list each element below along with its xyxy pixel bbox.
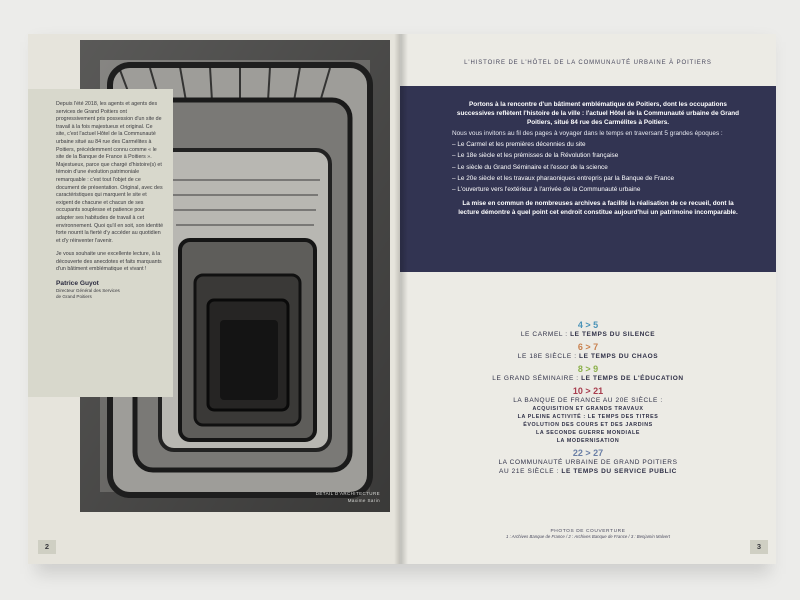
toc-title: LA COMMUNAUTÉ URBAINE DE GRAND POITIERS [498,459,678,466]
epoch-item: – Le 20e siècle et les travaux pharaoniques entrepris par la Banque de France [452,174,675,182]
toc-title-prefix: LE 18E SIÈCLE : [517,353,580,360]
photo-caption-credit: Maxime Sarin [347,498,380,503]
credits-title: PHOTOS DE COUVERTURE [550,529,626,534]
signature-name: Patrice Guyot [56,280,99,288]
toc-title-prefix: LE CARMEL : [520,331,571,338]
cover-credits [400,529,776,539]
epoch-item: – Le 18e siècle et les prémisses de la Révolution française [452,152,619,160]
intro-lead: Portons à la rencontre d'un bâtiment emblématique de Poitiers, dont les occupations successives reflètent l'histoire de la ville : l'actuel Hôtel de la Communauté urbaine de Grand Poitiers, situé 84 rue des Carmélites à Poitiers. [456,101,740,127]
intro-banner [400,86,776,272]
toc-page-range: 10 > 21 [572,386,604,396]
epoch-item: – L'ouverture vers l'extérieur à l'arrivée de la Communauté urbaine [452,185,641,193]
toc-subtitle: ÉVOLUTION DES COURS ET DES JARDINS [523,422,653,428]
toc-title [400,352,776,361]
toc-title-main: LE TEMPS DU CHAOS [579,353,659,360]
intro-paragraph: Depuis l'été 2018, les agents et agents des services de Grand Poitiers ont progressivement pris possession d'un site de travail à la fois majestueux et original. Ce site, c'est l'actuel Hôtel de la Communauté urbaine situé au 84 rue des Carmélites à Poitiers, précédemment connu comme « le site de la Banque de France à Poitiers ». Majestueux, parce que chargé d'histoire(s) et témoin d'une évolution patrimoniale remarquable : c'est tout l'objet de ce document de présentation. Original, avec des caractéristiques qui marquent le site et exigent de chacune et chacun de ses occupants souplesse et patience pour adapter ses habitudes de travail à cet environnement. Quoi qu'il en soit, son identité forte nourrit la fierté d'y accéder au quotidien et d'y réinventer l'avenir. [56,101,164,244]
intro-paragraph: Je vous souhaite une excellente lecture, à la découverte des anecdotes et faits marquants d'un bâtiment emblématique et vivant ! [56,251,162,273]
epoch-item: – Le siècle du Grand Séminaire et l'essor de la science [452,163,608,171]
toc-entry[interactable] [400,386,776,445]
toc-subtitle: LA PLEINE ACTIVITÉ : LE TEMPS DES TITRES [517,414,659,420]
toc-title-main: LE TEMPS DU SILENCE [570,331,656,338]
toc-page-range: 6 > 7 [577,342,599,352]
toc-subtitle: ACQUISITION ET GRANDS TRAVAUX [532,406,644,412]
toc-entry[interactable] [400,448,776,476]
toc-title [400,330,776,339]
toc-title [400,467,776,476]
toc-page-range: 8 > 9 [577,364,599,374]
page-number-left: 2 [38,540,56,554]
toc-title [400,374,776,383]
toc-page-range: 22 > 27 [572,448,604,458]
toc-title: LA BANQUE DE FRANCE AU 20E SIÈCLE : [513,397,663,404]
intro-outro: La mise en commun de nombreuses archives a facilité la réalisation de ce recueil, dont la lecture démontre à quel point cet endroit constitue aujourd'hui un patrimoine incomparable. [458,199,738,216]
toc-title-main: LE TEMPS DU SERVICE PUBLIC [561,468,677,475]
toc-entry[interactable] [400,364,776,383]
page-header: L'HISTOIRE DE L'HÔTEL DE LA COMMUNAUTÉ URBAINE À POITIERS [464,60,712,66]
table-of-contents [400,320,776,479]
photo-caption [316,490,380,504]
intro-body: Nous vous invitons au fil des pages à voyager dans le temps en traversant 5 grandes époques : [452,130,723,138]
book-gutter [394,34,408,564]
left-page [28,34,400,564]
toc-subtitle: LA SECONDE GUERRE MONDIALE [536,430,640,436]
right-page [400,34,776,564]
signature-role [56,288,163,300]
signature-role-line: Directeur Général des Services [56,287,120,293]
toc-title-prefix: LE GRAND SÉMINAIRE : [492,375,582,382]
toc-entry[interactable] [400,320,776,339]
intro-box [28,89,173,397]
toc-subtitle: LA MODERNISATION [556,438,620,444]
credits-line: 1 : Archives Banque de France / 2 : Archives Banque de France / 3 : Benjamin Malvert [505,534,670,539]
photo-caption-title: DÉTAIL D'ARCHITECTURE [315,491,380,496]
toc-page-range: 4 > 5 [577,320,599,330]
epoch-list [452,140,744,193]
signature-role-line: de Grand Poitiers [56,293,92,299]
toc-title-prefix: AU 21E SIÈCLE : [499,468,562,475]
page-number-right: 3 [750,540,768,554]
epoch-item: – Le Carmel et les premières décennies du site [452,141,586,149]
toc-title-main: LE TEMPS DE L'ÉDUCATION [581,375,684,382]
toc-entry[interactable] [400,342,776,361]
